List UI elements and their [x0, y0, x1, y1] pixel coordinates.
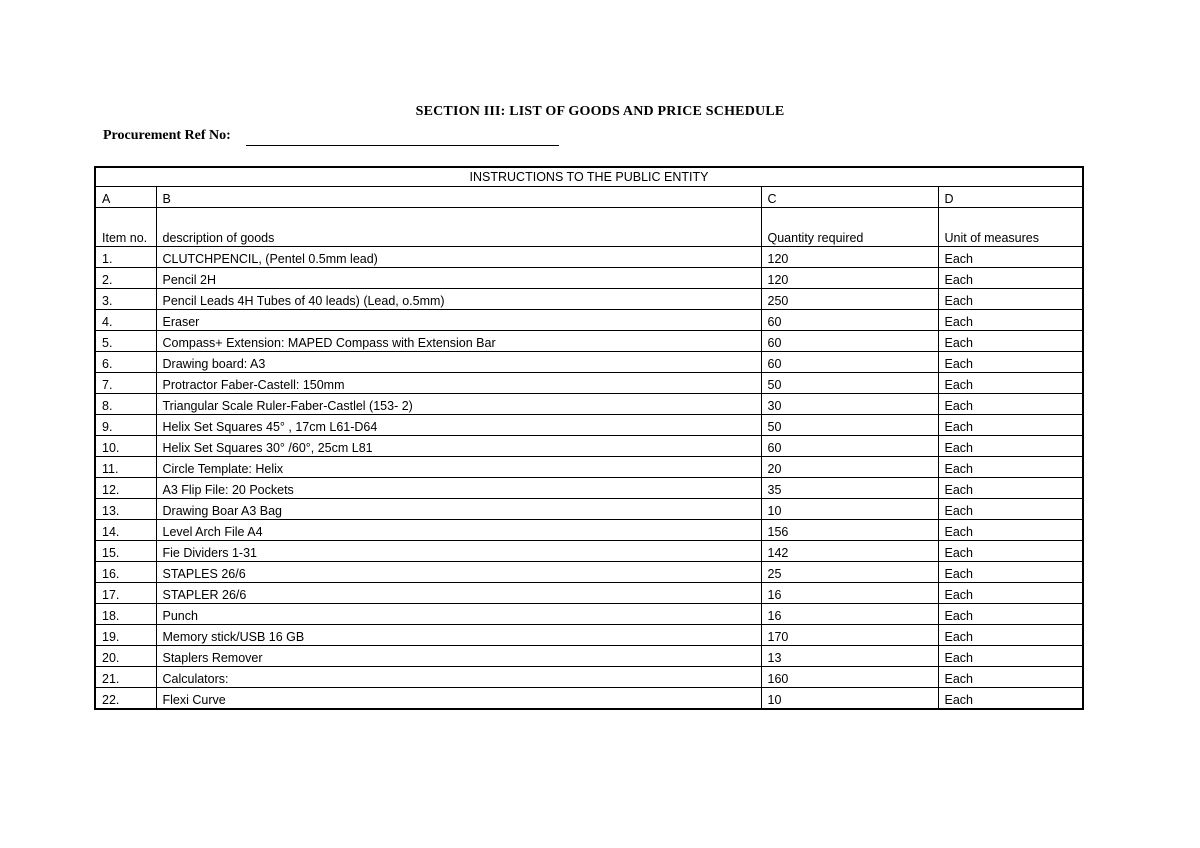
quantity-cell: 20 — [761, 457, 938, 478]
description-cell: Staplers Remover — [156, 646, 761, 667]
header-row — [95, 208, 1083, 247]
quantity-cell: 16 — [761, 604, 938, 625]
description-cell: Helix Set Squares 30° /60°, 25cm L81 — [156, 436, 761, 457]
unit-cell: Each — [938, 478, 1083, 499]
item-number-cell: 3. — [95, 289, 156, 310]
unit-cell: Each — [938, 625, 1083, 646]
unit-cell: Each — [938, 688, 1083, 710]
description-cell: Protractor Faber-Castell: 150mm — [156, 373, 761, 394]
procurement-ref-blank-line — [246, 145, 559, 146]
description-cell: Eraser — [156, 310, 761, 331]
quantity-cell: 60 — [761, 310, 938, 331]
item-number-cell: 1. — [95, 247, 156, 268]
unit-cell: Each — [938, 268, 1083, 289]
unit-cell: Each — [938, 352, 1083, 373]
column-letter-c: C — [761, 187, 938, 208]
table-row — [95, 646, 1083, 667]
description-cell: Compass+ Extension: MAPED Compass with Extension Bar — [156, 331, 761, 352]
quantity-cell: 156 — [761, 520, 938, 541]
table-row — [95, 457, 1083, 478]
item-number-cell: 21. — [95, 667, 156, 688]
quantity-cell: 13 — [761, 646, 938, 667]
unit-cell: Each — [938, 499, 1083, 520]
quantity-cell: 170 — [761, 625, 938, 646]
unit-cell: Each — [938, 520, 1083, 541]
table-row — [95, 604, 1083, 625]
goods-price-schedule-table — [94, 166, 1084, 710]
section-title: SECTION III: LIST OF GOODS AND PRICE SCHEDULE — [415, 104, 785, 119]
description-cell: Fie Dividers 1-31 — [156, 541, 761, 562]
item-number-cell: 19. — [95, 625, 156, 646]
table-row — [95, 394, 1083, 415]
description-cell: CLUTCHPENCIL, (Pentel 0.5mm lead) — [156, 247, 761, 268]
column-letter-d: D — [938, 187, 1083, 208]
instructions-cell: INSTRUCTIONS TO THE PUBLIC ENTITY — [95, 167, 1083, 187]
unit-cell: Each — [938, 247, 1083, 268]
table-row — [95, 478, 1083, 499]
description-cell: Punch — [156, 604, 761, 625]
table-row — [95, 688, 1083, 710]
description-cell: Triangular Scale Ruler-Faber-Castlel (153- 2) — [156, 394, 761, 415]
unit-cell: Each — [938, 457, 1083, 478]
description-cell: Pencil Leads 4H Tubes of 40 leads) (Lead, o.5mm) — [156, 289, 761, 310]
table-row — [95, 352, 1083, 373]
table-row — [95, 331, 1083, 352]
table-row — [95, 415, 1083, 436]
unit-cell: Each — [938, 646, 1083, 667]
header-quantity: Quantity required — [761, 208, 938, 247]
item-number-cell: 7. — [95, 373, 156, 394]
quantity-cell: 10 — [761, 688, 938, 710]
description-cell: Flexi Curve — [156, 688, 761, 710]
quantity-cell: 30 — [761, 394, 938, 415]
unit-cell: Each — [938, 289, 1083, 310]
unit-cell: Each — [938, 394, 1083, 415]
item-number-cell: 17. — [95, 583, 156, 604]
table-row — [95, 625, 1083, 646]
table-row — [95, 247, 1083, 268]
item-number-cell: 18. — [95, 604, 156, 625]
column-letter-b: B — [156, 187, 761, 208]
description-cell: Circle Template: Helix — [156, 457, 761, 478]
quantity-cell: 60 — [761, 436, 938, 457]
item-number-cell: 15. — [95, 541, 156, 562]
column-letter-a: A — [95, 187, 156, 208]
description-cell: Drawing board: A3 — [156, 352, 761, 373]
quantity-cell: 10 — [761, 499, 938, 520]
table-row — [95, 667, 1083, 688]
item-number-cell: 10. — [95, 436, 156, 457]
header-unit: Unit of measures — [938, 208, 1083, 247]
unit-cell: Each — [938, 373, 1083, 394]
table-row — [95, 268, 1083, 289]
unit-cell: Each — [938, 562, 1083, 583]
instructions-row — [95, 167, 1083, 187]
description-cell: Pencil 2H — [156, 268, 761, 289]
header-item-no: Item no. — [95, 208, 156, 247]
description-cell: Drawing Boar A3 Bag — [156, 499, 761, 520]
unit-cell: Each — [938, 604, 1083, 625]
quantity-cell: 142 — [761, 541, 938, 562]
quantity-cell: 50 — [761, 415, 938, 436]
table-row — [95, 583, 1083, 604]
description-cell: STAPLES 26/6 — [156, 562, 761, 583]
description-cell: STAPLER 26/6 — [156, 583, 761, 604]
unit-cell: Each — [938, 436, 1083, 457]
quantity-cell: 160 — [761, 667, 938, 688]
table-row — [95, 541, 1083, 562]
quantity-cell: 25 — [761, 562, 938, 583]
unit-cell: Each — [938, 583, 1083, 604]
quantity-cell: 250 — [761, 289, 938, 310]
unit-cell: Each — [938, 667, 1083, 688]
procurement-ref-label: Procurement Ref No: — [103, 128, 231, 143]
description-cell: Calculators: — [156, 667, 761, 688]
table-row — [95, 436, 1083, 457]
item-number-cell: 20. — [95, 646, 156, 667]
item-number-cell: 16. — [95, 562, 156, 583]
quantity-cell: 60 — [761, 352, 938, 373]
unit-cell: Each — [938, 331, 1083, 352]
header-description: description of goods — [156, 208, 761, 247]
item-number-cell: 22. — [95, 688, 156, 710]
item-number-cell: 14. — [95, 520, 156, 541]
table-row — [95, 499, 1083, 520]
quantity-cell: 120 — [761, 268, 938, 289]
description-cell: Memory stick/USB 16 GB — [156, 625, 761, 646]
table-row — [95, 289, 1083, 310]
unit-cell: Each — [938, 541, 1083, 562]
description-cell: A3 Flip File: 20 Pockets — [156, 478, 761, 499]
item-number-cell: 6. — [95, 352, 156, 373]
quantity-cell: 16 — [761, 583, 938, 604]
item-number-cell: 12. — [95, 478, 156, 499]
table-row — [95, 520, 1083, 541]
table-row — [95, 373, 1083, 394]
item-number-cell: 8. — [95, 394, 156, 415]
quantity-cell: 120 — [761, 247, 938, 268]
item-number-cell: 9. — [95, 415, 156, 436]
quantity-cell: 50 — [761, 373, 938, 394]
column-letter-row — [95, 187, 1083, 208]
description-cell: Helix Set Squares 45° , 17cm L61-D64 — [156, 415, 761, 436]
item-number-cell: 2. — [95, 268, 156, 289]
item-number-cell: 13. — [95, 499, 156, 520]
table-row — [95, 310, 1083, 331]
unit-cell: Each — [938, 310, 1083, 331]
item-number-cell: 4. — [95, 310, 156, 331]
quantity-cell: 60 — [761, 331, 938, 352]
item-number-cell: 5. — [95, 331, 156, 352]
item-number-cell: 11. — [95, 457, 156, 478]
table-row — [95, 562, 1083, 583]
quantity-cell: 35 — [761, 478, 938, 499]
unit-cell: Each — [938, 415, 1083, 436]
description-cell: Level Arch File A4 — [156, 520, 761, 541]
